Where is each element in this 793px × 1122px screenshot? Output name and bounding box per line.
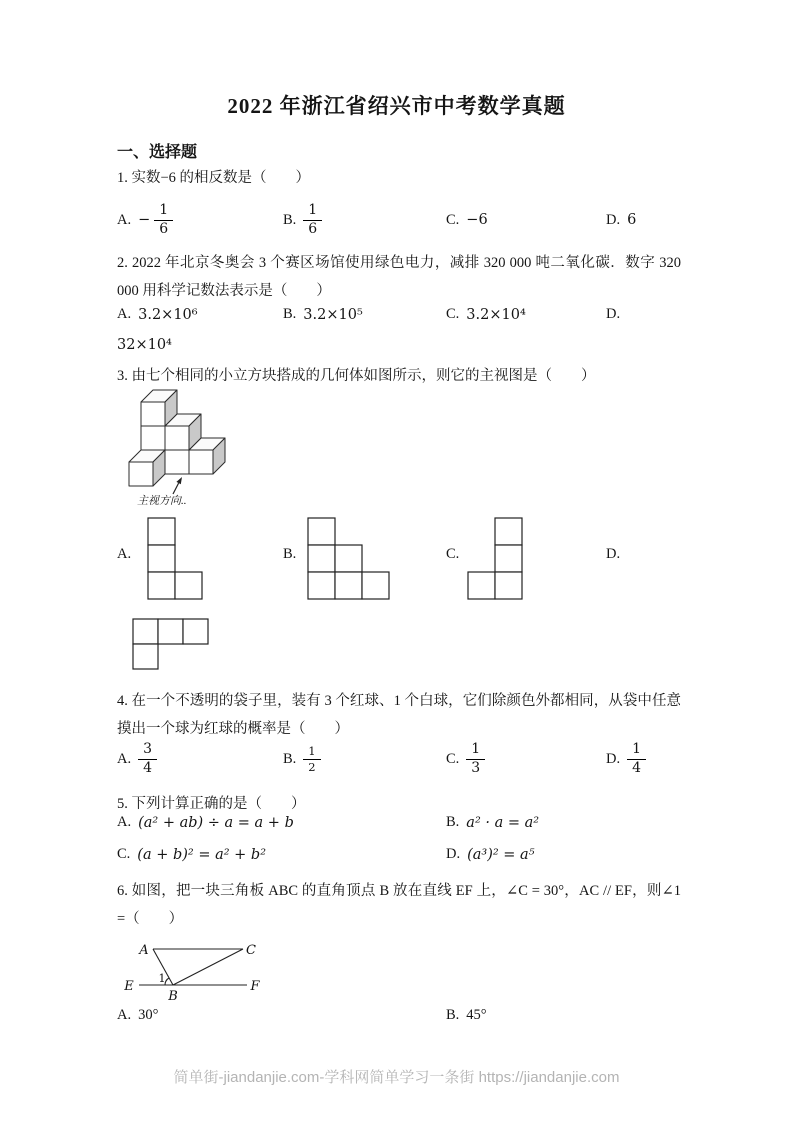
q2-option-c xyxy=(446,306,526,323)
q4-option-c-fraction xyxy=(466,742,485,776)
q4-option-d-fraction xyxy=(627,742,646,776)
q5-option-a-formula: (a² + ab) ÷ a = a + b xyxy=(138,814,294,831)
question-1-stem: 1. 实数−6 的相反数是（ ） xyxy=(117,170,311,186)
q1-option-b-fraction xyxy=(303,203,322,237)
q4-option-d-label: D. xyxy=(606,750,621,767)
q1-option-d-label: D. xyxy=(606,211,621,228)
q4-option-c-label: C. xyxy=(446,750,460,767)
q4-option-b-fraction xyxy=(303,745,320,773)
q4-option-a-fraction xyxy=(138,742,157,776)
q2-option-d-label-row xyxy=(606,306,620,323)
denominator: 2 xyxy=(308,759,316,774)
point-e-label: E xyxy=(124,979,134,994)
numerator: 1 xyxy=(627,742,646,759)
q4-option-a xyxy=(117,736,157,782)
question-5-stem: 5. 下列计算正确的是（ ） xyxy=(117,796,306,812)
label-text: A. xyxy=(117,546,132,562)
angle-1-label: 1 xyxy=(158,972,166,985)
q1-option-a xyxy=(117,198,173,242)
q6-option-a xyxy=(117,1007,158,1024)
q3-shape-b xyxy=(307,517,392,602)
q3-option-d-label xyxy=(606,546,620,563)
watermark-footer: 简单街-jiandanjie.com-学科网简单学习一条街 https://jiandanjie.com xyxy=(173,1069,620,1086)
q6-triangle-figure xyxy=(117,936,287,1008)
q2-option-d-value: 32×10⁴ xyxy=(117,337,172,353)
q1-option-c xyxy=(446,198,488,242)
q2-option-b-value: 3.2×10⁵ xyxy=(303,306,363,323)
denominator: 3 xyxy=(471,759,481,776)
page-title: 2022 年浙江省绍兴市中考数学真题 xyxy=(227,94,566,118)
question-3-stem: 3. 由七个相同的小立方块搭成的几何体如图所示，则它的主视图是（ ） xyxy=(117,368,596,384)
numerator: 3 xyxy=(138,742,157,759)
q5-option-c-formula: (a + b)² = a² + b² xyxy=(137,846,267,863)
q1-option-b-label: B. xyxy=(283,211,297,228)
question-4-stem: 4. 在一个不透明的袋子里，装有 3 个红球、1 个白球，它们除颜色外都相同，从袋中任意摸出一个球为红球的概率是（ ） xyxy=(117,693,681,737)
point-a-label: A xyxy=(139,943,149,958)
label-text: C. xyxy=(446,546,460,562)
q2-option-c-label: C. xyxy=(446,306,460,322)
q1-option-c-value: −6 xyxy=(466,212,488,228)
cube-stack-drawing xyxy=(127,388,227,500)
q1-option-d xyxy=(606,198,636,242)
q3-shape-c xyxy=(467,517,525,602)
question-2-stem: 2. 2022 年北京冬奥会 3 个赛区场馆使用绿色电力，减排 320 000 吨二氧化碳．数字 320 000 用科学记数法表示是（ ） xyxy=(117,255,681,299)
q4-option-c xyxy=(446,736,485,782)
q2-option-a-value: 3.2×10⁶ xyxy=(138,306,198,323)
numerator: 1 xyxy=(154,203,173,220)
denominator: 6 xyxy=(159,220,169,237)
q2-option-a-label: A. xyxy=(117,306,132,322)
q1-option-a-fraction xyxy=(154,203,173,237)
q2-option-d-value-row xyxy=(117,337,172,353)
q2-option-b xyxy=(283,306,363,323)
q4-option-d xyxy=(606,736,646,782)
numerator: 1 xyxy=(303,745,320,760)
q5-option-b-label: B. xyxy=(446,814,460,830)
q5-option-a-label: A. xyxy=(117,814,132,830)
q6-option-b-label: B. xyxy=(446,1007,460,1023)
label-text: B. xyxy=(283,546,297,562)
numerator: 1 xyxy=(466,742,485,759)
q5-option-d-formula: (a³)² = a⁵ xyxy=(467,846,535,863)
point-b-label: B xyxy=(168,989,178,1004)
q1-option-c-label: C. xyxy=(446,211,460,228)
q3-shape-a xyxy=(147,517,205,602)
q4-option-b xyxy=(283,736,321,782)
q6-option-a-label: A. xyxy=(117,1007,132,1023)
denominator: 4 xyxy=(632,759,642,776)
q5-option-c-label: C. xyxy=(117,846,131,862)
q1-option-a-sign: − xyxy=(138,212,151,228)
q6-option-b xyxy=(446,1007,487,1024)
question-6-stem: 6. 如图，把一块三角板 ABC 的直角顶点 B 放在直线 EF 上，∠C = 30°，AC // EF，则∠1 =（ ） xyxy=(117,883,681,927)
q5-option-d xyxy=(446,846,535,863)
point-c-label: C xyxy=(246,943,256,958)
q1-option-d-value: 6 xyxy=(627,212,637,228)
q5-option-c xyxy=(117,846,266,863)
q2-option-c-value: 3.2×10⁴ xyxy=(466,306,526,323)
q1-option-b xyxy=(283,198,322,242)
q3-option-a-label xyxy=(117,546,131,563)
denominator: 6 xyxy=(308,220,318,237)
q3-shape-d xyxy=(132,618,210,671)
q6-option-a-value: 30° xyxy=(138,1007,159,1023)
q3-option-c-label xyxy=(446,546,459,563)
q3-option-b-label xyxy=(283,546,296,563)
q3-cube-figure xyxy=(127,388,277,514)
point-f-label: F xyxy=(250,979,260,994)
q1-option-a-label: A. xyxy=(117,211,132,228)
q2-option-a xyxy=(117,306,198,323)
q5-option-a xyxy=(117,814,294,831)
q6-option-b-value: 45° xyxy=(466,1007,487,1023)
numerator: 1 xyxy=(303,203,322,220)
q5-option-d-label: D. xyxy=(446,846,461,862)
label-text: D. xyxy=(606,546,621,562)
view-direction-label: 主视方向.. xyxy=(137,495,187,507)
section-heading: 一、选择题 xyxy=(117,144,198,161)
q5-option-b xyxy=(446,814,539,831)
denominator: 4 xyxy=(143,759,153,776)
q4-option-b-label: B. xyxy=(283,750,297,767)
q5-option-b-formula: a² · a = a² xyxy=(466,814,540,831)
q2-option-b-label: B. xyxy=(283,306,297,322)
q4-option-a-label: A. xyxy=(117,750,132,767)
q2-option-d-label: D. xyxy=(606,306,621,322)
